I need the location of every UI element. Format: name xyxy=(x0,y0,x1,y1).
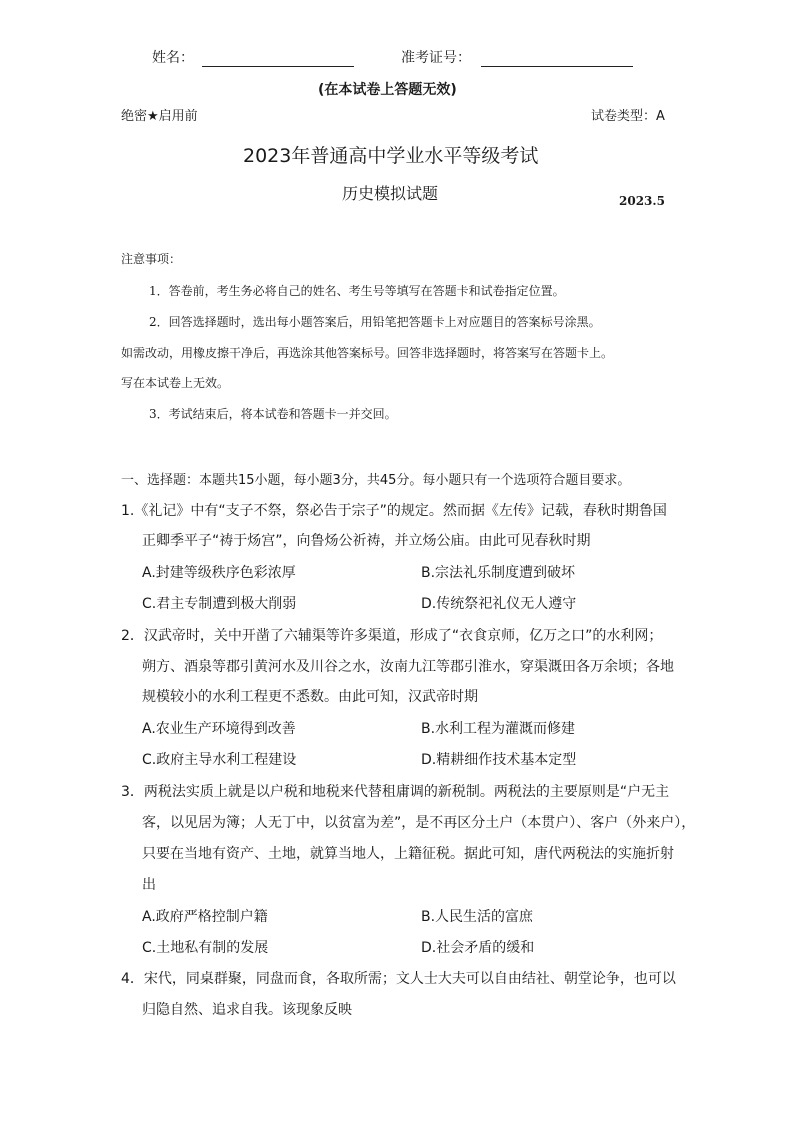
exam-date: 2023.5 xyxy=(619,194,665,208)
exam-subtitle: 历史模拟试题 xyxy=(342,184,439,203)
exam-number-label: 准考证号： xyxy=(401,50,471,66)
notice-item-2-cont: 写在本试卷上无效。 xyxy=(121,376,230,390)
paper-type: 试卷类型：A xyxy=(591,109,665,124)
notice-item-1: 1．答卷前，考生务必将自己的姓名、考生号等填写在答题卡和试卷指定位置。 xyxy=(149,284,565,298)
option-d[interactable]: D.精耕细作技术基本定型 xyxy=(421,752,577,768)
question-text: 朔方、酒泉等郡引黄河水及川谷之水，汝南九江等郡引淮水，穿渠溉田各万余顷；各地 xyxy=(142,659,674,675)
question-text: 1.《礼记》中有“支子不祭，祭必告于宗子”的规定。然而据《左传》记载，春秋时期鲁国 xyxy=(121,503,667,519)
option-a[interactable]: A.政府严格控制户籍 xyxy=(142,909,268,925)
option-a[interactable]: A.封建等级秩序色彩浓厚 xyxy=(142,565,296,581)
question-text: 出 xyxy=(142,877,156,893)
question-text: 4．宋代，同桌群聚，同盘而食，各取所需；文人士大夫可以自由结社、朝堂论争，也可以 xyxy=(121,971,676,987)
notice-item-2: 2．回答选择题时，选出每小题答案后，用铅笔把答题卡上对应题目的答案标号涂黑。 xyxy=(149,315,601,329)
secret-label: 绝密★启用前 xyxy=(121,109,198,124)
option-b[interactable]: B.宗法礼乐制度遭到破坏 xyxy=(421,565,576,581)
exam-title: 2023年普通高中学业水平等级考试 xyxy=(243,145,539,167)
question-text: 归隐自然、追求自我。该现象反映 xyxy=(142,1002,352,1018)
section-heading: 一、选择题：本题共15小题，每小题3分，共45分。每小题只有一个选项符合题目要求。 xyxy=(121,473,631,488)
question-text: 2．汉武帝时，关中开凿了六辅渠等许多渠道，形成了“衣食京师，亿万之口”的水利网； xyxy=(121,628,663,644)
option-c[interactable]: C.政府主导水利工程建设 xyxy=(142,752,297,768)
name-label: 姓名： xyxy=(152,50,194,66)
notice-heading: 注意事项： xyxy=(121,252,182,266)
question-text: 只要在当地有资产、土地，就算当地人，上籍征税。据此可知，唐代两税法的实施折射 xyxy=(142,846,674,862)
option-b[interactable]: B.人民生活的富庶 xyxy=(421,909,534,925)
notice-item-3: 3．考试结束后，将本试卷和答题卡一并交回。 xyxy=(149,407,397,421)
option-c[interactable]: C.土地私有制的发展 xyxy=(142,940,269,956)
option-d[interactable]: D.传统祭祀礼仪无人遵守 xyxy=(421,596,577,612)
question-text: 3．两税法实质上就是以户税和地税来代替租庸调的新税制。两税法的主要原则是“户无主 xyxy=(121,784,670,800)
notice-item-2-cont: 如需改动，用橡皮擦干净后，再选涂其他答案标号。回答非选择题时，将答案写在答题卡上。 xyxy=(121,346,614,360)
option-b[interactable]: B.水利工程为灌溉而修建 xyxy=(421,721,576,737)
question-text: 规模较小的水利工程更不悉数。由此可知，汉武帝时期 xyxy=(142,689,478,705)
question-text: 客，以见居为簿；人无丁中，以贫富为差”，是不再区分土户（本贯户）、客户（外来户）， xyxy=(142,815,696,831)
invalid-note: (在本试卷上答题无效) xyxy=(318,82,457,98)
option-c[interactable]: C.君主专制遭到极大削弱 xyxy=(142,596,297,612)
name-field[interactable] xyxy=(202,50,354,67)
exam-number-field[interactable] xyxy=(481,50,633,67)
option-d[interactable]: D.社会矛盾的缓和 xyxy=(421,940,535,956)
question-text: 正卿季平子“祷于炀宫”，向鲁炀公祈祷，并立炀公庙。由此可见春秋时期 xyxy=(142,533,591,549)
option-a[interactable]: A.农业生产环境得到改善 xyxy=(142,721,296,737)
